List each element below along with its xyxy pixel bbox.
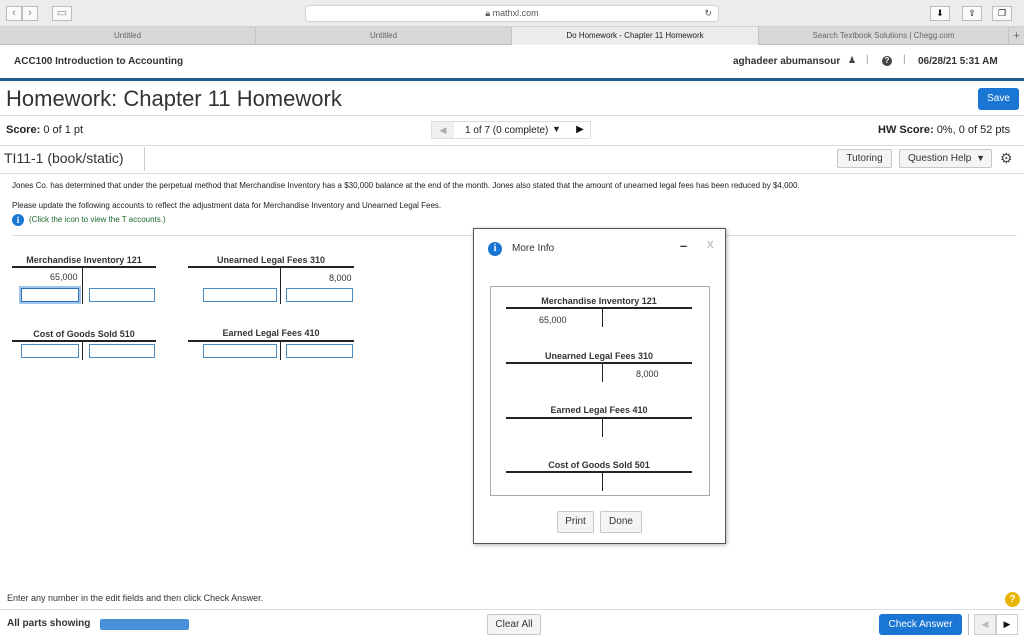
prev-question-icon[interactable]: ◀ (974, 614, 996, 635)
info-t-line (506, 307, 692, 309)
info-t-vline (602, 307, 603, 327)
pager-text: 1 of 7 (0 complete) (465, 125, 549, 136)
dialog-title: More Info (512, 243, 555, 254)
t-account-vline (280, 340, 281, 360)
pager-dropdown-icon[interactable]: ▼ (552, 124, 561, 134)
merch-inv-debit-input[interactable] (21, 288, 79, 302)
check-answer-button[interactable]: Check Answer (879, 614, 962, 635)
done-button[interactable]: Done (600, 511, 642, 533)
info-t-account-title: Unearned Legal Fees 310 (544, 351, 654, 361)
t-account-line (188, 266, 354, 268)
info-icon[interactable]: i (12, 214, 24, 226)
divider (0, 115, 1024, 116)
minimize-icon[interactable]: – (680, 238, 688, 253)
cogs-credit-input[interactable] (89, 344, 155, 358)
hw-score-value: 0%, 0 of 52 pts (936, 124, 1011, 136)
question-help-label: Question Help (908, 153, 972, 164)
info-t-account-title: Merchandise Inventory 121 (541, 296, 657, 306)
t-account-title: Earned Legal Fees 410 (222, 328, 320, 338)
divider (968, 614, 969, 635)
prev-question-icon[interactable]: ◀ (432, 122, 454, 138)
url-text: mathxl.com (492, 8, 539, 18)
close-icon[interactable]: X (707, 240, 714, 251)
t-account-title: Unearned Legal Fees 310 (216, 255, 326, 265)
tab-untitled-2[interactable]: Untitled (256, 27, 512, 45)
info-t-account-title: Earned Legal Fees 410 (550, 405, 648, 415)
separator-1: | (866, 54, 869, 65)
help-icon[interactable]: ? (882, 56, 892, 66)
info-t-account-title: Cost of Goods Sold 501 (548, 460, 650, 470)
t-account-vline (82, 266, 83, 304)
separator-2: | (903, 54, 906, 65)
question-text: Jones Co. has determined that under the perpetual method that Merchandise Inventory has a $30,000 balance at the end of the month. Jones also stated that the amount of unearned legal fees has been reduced by $4,000. (12, 181, 800, 190)
save-button[interactable]: Save (978, 88, 1019, 110)
chevron-down-icon: ▼ (976, 153, 985, 163)
sidebar-icon[interactable]: ▭ (52, 6, 72, 21)
score-value: 0 of 1 pt (43, 124, 84, 136)
reload-icon[interactable]: ↻ (704, 8, 712, 18)
new-tab-button[interactable]: + (1013, 30, 1020, 42)
score (6, 124, 83, 136)
user-name[interactable]: aghadeer abumansour (733, 56, 841, 67)
divider (0, 173, 1024, 174)
tab-untitled-1[interactable]: Untitled (0, 27, 256, 45)
next-question-icon[interactable]: ▶ (576, 124, 584, 135)
next-question-icon[interactable]: ▶ (996, 614, 1018, 635)
t-account-title: Merchandise Inventory 121 (26, 255, 142, 265)
info-t-line (506, 417, 692, 419)
t-account-line (12, 340, 156, 342)
t-account-title: Cost of Goods Sold 510 (33, 329, 135, 339)
course-header (0, 45, 1024, 81)
tab-do-homework[interactable]: Do Homework - Chapter 11 Homework (512, 27, 759, 45)
question-help-button[interactable] (899, 149, 992, 168)
user-icon[interactable]: ♟ (848, 55, 857, 65)
parts-progress-bar (100, 619, 189, 630)
forward-icon[interactable]: › (22, 6, 38, 21)
info-t-line (506, 471, 692, 473)
t-account-vline (82, 340, 83, 360)
question-pager (431, 121, 591, 139)
view-t-accounts-link[interactable]: (Click the icon to view the T accounts.) (29, 215, 166, 224)
course-name[interactable]: ACC100 Introduction to Accounting (14, 56, 184, 67)
problem-id: TI11-1 (book/static) (4, 150, 124, 166)
t-account-debit-value: 65,000 (50, 272, 78, 282)
browser-toolbar (0, 0, 1024, 27)
hw-score (878, 124, 1010, 136)
merch-inv-credit-input[interactable] (89, 288, 155, 302)
info-t-line (506, 362, 692, 364)
t-account-vline (280, 266, 281, 304)
score-label: Score: (6, 124, 41, 136)
info-t-credit-value: 8,000 (636, 369, 659, 379)
tab-chegg[interactable]: Search Textbook Solutions | Chegg.com (759, 27, 1009, 45)
info-t-vline (602, 417, 603, 437)
parts-progress-fill (100, 619, 189, 630)
tab-strip (0, 27, 1024, 45)
info-t-debit-value: 65,000 (539, 315, 567, 325)
earned-debit-input[interactable] (203, 344, 277, 358)
back-icon[interactable]: ‹ (6, 6, 22, 21)
cogs-debit-input[interactable] (21, 344, 79, 358)
info-t-vline (602, 471, 603, 491)
parts-label: All parts showing (7, 618, 91, 629)
lock-icon: 🔒︎ (485, 8, 491, 18)
footer-instruction: Enter any number in the edit fields and then click Check Answer. (7, 593, 264, 603)
tabs-overview-icon[interactable]: ❐ (992, 6, 1012, 21)
print-button[interactable]: Print (557, 511, 594, 533)
address-bar[interactable] (305, 5, 719, 22)
datetime: 06/28/21 5:31 AM (918, 56, 998, 67)
t-account-line (12, 266, 156, 268)
clear-all-button[interactable]: Clear All (487, 614, 541, 635)
earned-credit-input[interactable] (286, 344, 353, 358)
more-info-dialog (473, 228, 726, 544)
info-icon: i (488, 242, 502, 256)
share-icon[interactable]: ⇪ (962, 6, 982, 21)
t-account-line (188, 340, 354, 342)
t-account-credit-value: 8,000 (329, 273, 352, 283)
page-title: Homework: Chapter 11 Homework (6, 86, 342, 111)
unearned-debit-input[interactable] (203, 288, 277, 302)
help-icon[interactable]: ? (1005, 592, 1020, 607)
gear-icon[interactable]: ⚙ (1000, 150, 1013, 166)
download-icon[interactable]: ⬇ (930, 6, 950, 21)
divider (0, 609, 1024, 610)
info-t-vline (602, 362, 603, 382)
instruction-text: Please update the following accounts to reflect the adjustment data for Merchandise Inventory and Unearned Legal Fees. (12, 201, 442, 210)
tutoring-button[interactable]: Tutoring (837, 149, 892, 168)
divider (0, 145, 1024, 146)
unearned-credit-input[interactable] (286, 288, 353, 302)
divider (144, 147, 145, 171)
hw-score-label: HW Score: (878, 124, 934, 136)
t-accounts-panel (490, 286, 710, 496)
